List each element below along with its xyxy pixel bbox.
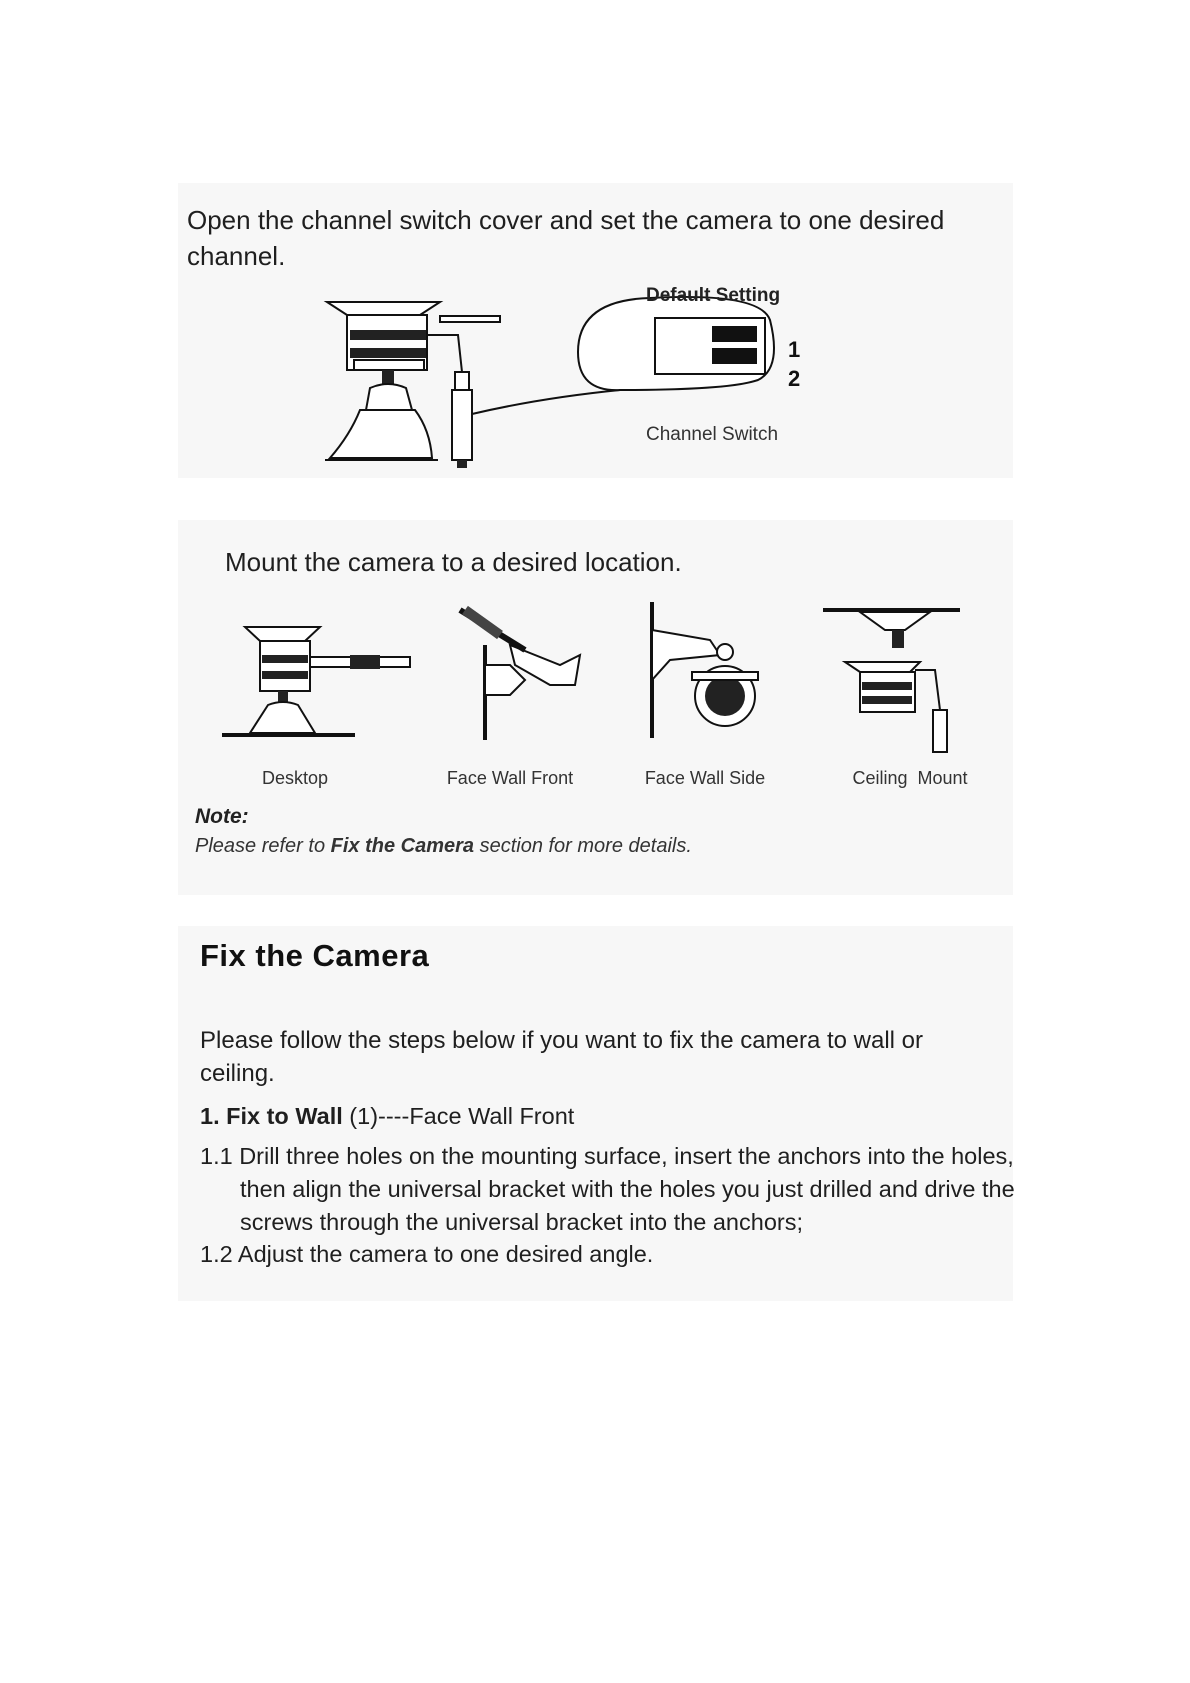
note-text bbox=[195, 835, 692, 858]
switch-position-1: 1 bbox=[788, 337, 801, 362]
fix-subheading-bold: 1. Fix to Wall bbox=[200, 1103, 343, 1129]
mount-label-ceiling: Ceiling Mount bbox=[852, 768, 968, 788]
face-wall-front-illustration bbox=[440, 605, 600, 745]
mount-instruction: Mount the camera to a desired location. bbox=[225, 547, 682, 577]
fix-step-1: 1.1 Drill three holes on the mounting surface, insert the anchors into the holes, then align the universal bracket with the holes you just drilled and drive the screws through the universal bracket into the anchors; bbox=[200, 1143, 1015, 1235]
note-post: section for more details. bbox=[474, 835, 692, 857]
mount-label-desktop: Desktop bbox=[261, 768, 329, 788]
mount-label-face-wall-side: Face Wall Side bbox=[644, 768, 766, 788]
fix-intro: Please follow the steps below if you want to fix the camera to wall or ceiling. bbox=[200, 1027, 924, 1087]
note-bold-ref: Fix the Camera bbox=[330, 835, 475, 857]
default-setting-label: Default Setting bbox=[646, 285, 781, 306]
section-heading: Fix the Camera bbox=[200, 938, 430, 973]
fix-subheading-rest: (1)----Face Wall Front bbox=[342, 1103, 575, 1129]
switch-position-2: 2 bbox=[788, 366, 801, 391]
fix-step-2: 1.2 Adjust the camera to one desired angle. bbox=[200, 1241, 654, 1267]
note-label: Note: bbox=[195, 805, 249, 828]
face-wall-side-illustration bbox=[640, 600, 780, 745]
channel-instruction: Open the channel switch cover and set the camera to one desired channel. bbox=[187, 205, 945, 271]
note-pre: Please refer to bbox=[195, 835, 331, 857]
fix-subheading bbox=[200, 1100, 574, 1133]
desktop-mount-illustration bbox=[220, 615, 420, 740]
ceiling-mount-illustration bbox=[820, 600, 965, 760]
channel-switch-label: Channel Switch bbox=[646, 424, 779, 445]
mount-label-face-wall-front: Face Wall Front bbox=[446, 768, 574, 788]
